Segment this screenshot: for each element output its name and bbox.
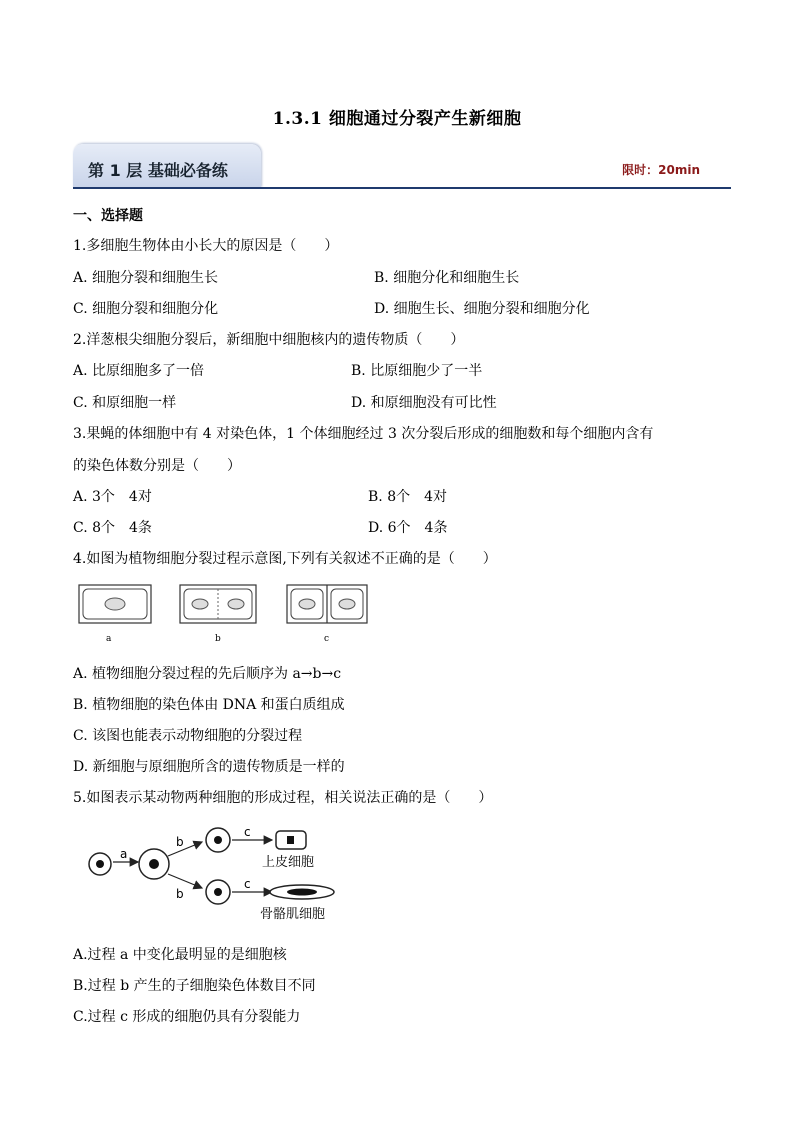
q4-option-d: D. 新细胞与原细胞所含的遗传物质是一样的 [73,759,345,775]
q1-option-c: C. 细胞分裂和细胞分化 [73,301,219,317]
q2-option-c: C. 和原细胞一样 [73,395,177,411]
question-3-stem-line1: 3.果蝇的体细胞中有 4 对染色体，1 个体细胞经过 3 次分裂后形成的细胞数和每个细胞内含有 [73,426,654,442]
question-3-stem-line2: 的染色体数分别是（ ） [73,458,241,474]
grown-cell [139,849,169,879]
q3-option-c: C. 8个 4条 [73,520,152,536]
divider [73,187,731,189]
label-c-upper: c [244,825,251,839]
epithelial-cell [276,831,306,849]
figure-label-a: a [106,634,112,644]
q2-option-d: D. 和原细胞没有可比性 [351,395,497,411]
cell-c [287,585,367,623]
q3-option-b: B. 8个 4对 [368,489,448,505]
origin-cell [89,853,111,875]
q3-option-d: D. 6个 4条 [368,520,448,536]
cell-formation-figure [84,822,354,922]
question-2-stem: 2.洋葱根尖细胞分裂后，新细胞中细胞核内的遗传物质（ ） [73,332,465,348]
page-title: 1.3.1 细胞通过分裂产生新细胞 [272,109,522,129]
figure-label-b: b [215,634,221,644]
label-a: a [120,847,128,861]
q5-option-a: A.过程 a 中变化最明显的是细胞核 [73,947,287,963]
q2-option-a: A. 比原细胞多了一倍 [73,363,205,379]
cell-b [180,585,256,623]
figure-label-c: c [324,634,330,644]
tier-label: 第 1 层 基础必备练 [88,161,228,180]
q5-option-c: C.过程 c 形成的细胞仍具有分裂能力 [73,1009,301,1025]
q3-option-a: A. 3个 4对 [73,489,152,505]
q4-option-c: C. 该图也能表示动物细胞的分裂过程 [73,728,303,744]
daughter-cell-upper [206,828,230,852]
label-c-lower: c [244,877,251,891]
label-epithelial-cell: 上皮细胞 [262,855,315,870]
q5-option-b: B.过程 b 产生的子细胞染色体数目不同 [73,978,316,994]
q4-option-a: A. 植物细胞分裂过程的先后顺序为 a→b→c [73,666,342,682]
q1-option-a: A. 细胞分裂和细胞生长 [73,270,219,286]
plant-cell-division-figure [76,583,376,645]
question-1-stem: 1.多细胞生物体由小长大的原因是（ ） [73,238,339,254]
question-4-stem: 4.如图为植物细胞分裂过程示意图,下列有关叙述不正确的是（ ） [73,551,497,567]
q2-option-b: B. 比原细胞少了一半 [351,363,483,379]
q4-option-b: B. 植物细胞的染色体由 DNA 和蛋白质组成 [73,697,345,713]
section-heading: 一、选择题 [73,208,143,224]
label-skeletal-muscle-cell: 骨骼肌细胞 [260,907,326,922]
daughter-cell-lower [206,880,230,904]
cell-a [79,585,151,623]
label-b-upper: b [176,835,184,849]
skeletal-muscle-cell [270,885,334,899]
q1-option-d: D. 细胞生长、细胞分裂和细胞分化 [374,301,590,317]
question-5-stem: 5.如图表示某动物两种细胞的形成过程，相关说法正确的是（ ） [73,790,493,806]
q1-option-b: B. 细胞分化和细胞生长 [374,270,520,286]
time-limit: 限时：20min [622,163,700,177]
label-b-lower: b [176,887,184,901]
